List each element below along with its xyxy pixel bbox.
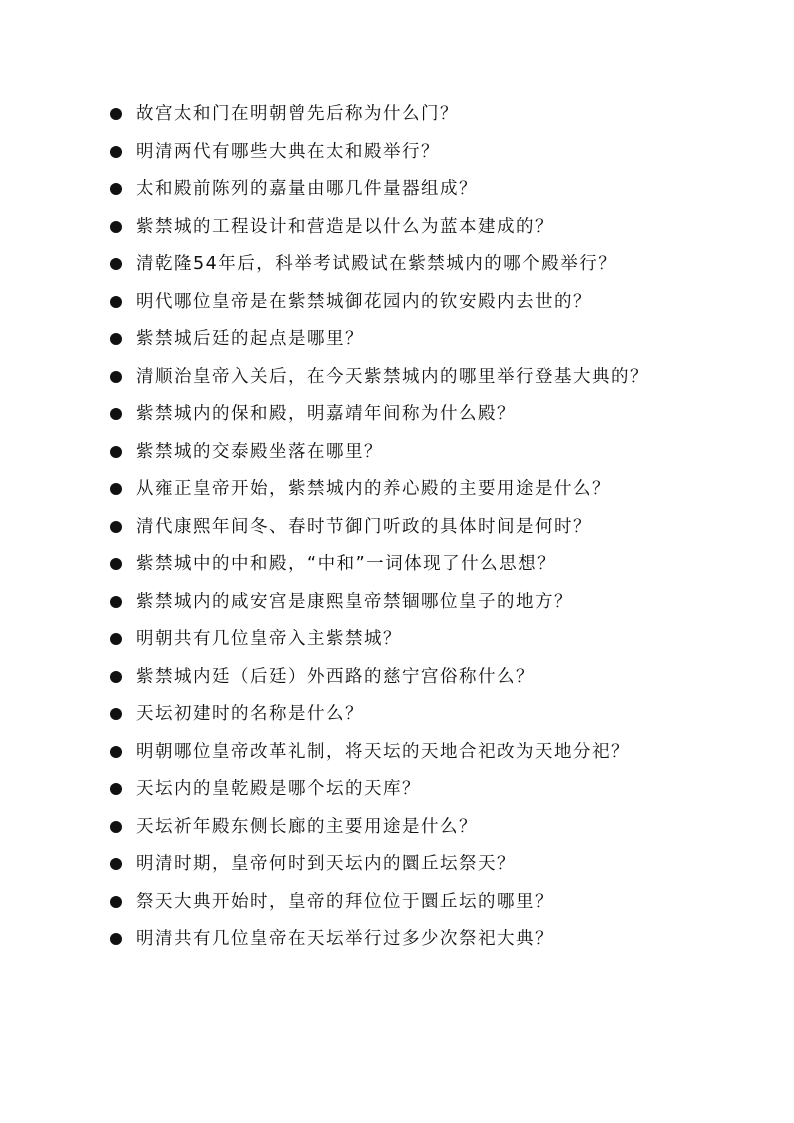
question-list <box>104 96 684 959</box>
bullet-icon <box>110 821 122 833</box>
question-text: 从雍正皇帝开始，紫禁城内的养心殿的主要用途是什么？ <box>136 479 611 499</box>
bullet-icon <box>110 933 122 945</box>
list-item <box>104 771 684 809</box>
list-item <box>104 809 684 847</box>
question-text: 紫禁城内的保和殿，明嘉靖年间称为什么殿？ <box>136 404 516 424</box>
bullet-icon <box>110 408 122 420</box>
list-item <box>104 134 684 172</box>
bullet-icon <box>110 708 122 720</box>
question-text: 明朝共有几位皇帝入主紫禁城？ <box>136 629 402 649</box>
list-item <box>104 171 684 209</box>
list-item <box>104 846 684 884</box>
question-text: 天坛内的皇乾殿是哪个坛的天库？ <box>136 779 421 799</box>
question-text: 清顺治皇帝入关后，在今天紫禁城内的哪里举行登基大典的？ <box>136 366 649 387</box>
question-text: 明代哪位皇帝是在紫禁城御花园内的钦安殿内去世的？ <box>136 291 592 312</box>
bullet-icon <box>110 671 122 683</box>
bullet-icon <box>110 371 122 383</box>
list-item <box>104 884 684 922</box>
question-text: 紫禁城的交泰殿坐落在哪里？ <box>136 441 383 462</box>
list-item <box>104 921 684 959</box>
list-item <box>104 246 684 284</box>
bullet-icon <box>110 333 122 345</box>
question-text: 祭天大典开始时，皇帝的拜位位于圜丘坛的哪里？ <box>136 891 554 912</box>
question-text: 天坛初建时的名称是什么？ <box>136 704 364 724</box>
list-item <box>104 621 684 659</box>
bullet-icon <box>110 183 122 195</box>
bullet-icon <box>110 896 122 908</box>
question-text: 故宫太和门在明朝曾先后称为什么门？ <box>136 104 459 124</box>
list-item <box>104 284 684 322</box>
question-text: 紫禁城的工程设计和营造是以什么为蓝本建成的？ <box>136 216 554 237</box>
bullet-icon <box>110 258 122 270</box>
list-item <box>104 584 684 622</box>
question-text: 明朝哪位皇帝改革礼制，将天坛的天地合祀改为天地分祀？ <box>136 741 630 762</box>
list-item <box>104 546 684 584</box>
bullet-icon <box>110 296 122 308</box>
list-item <box>104 659 684 697</box>
question-text: 紫禁城中的中和殿，“中和”一词体现了什么思想？ <box>136 554 557 574</box>
list-item <box>104 396 684 434</box>
question-text: 清代康熙年间冬、春时节御门听政的具体时间是何时？ <box>136 516 592 537</box>
question-text: 清乾隆54年后，科举考试殿试在紫禁城内的哪个殿举行？ <box>136 254 618 274</box>
bullet-icon <box>110 746 122 758</box>
bullet-icon <box>110 146 122 158</box>
question-text: 紫禁城内的咸安宫是康熙皇帝禁锢哪位皇子的地方？ <box>136 591 573 612</box>
bullet-icon <box>110 633 122 645</box>
bullet-icon <box>110 446 122 458</box>
list-item <box>104 509 684 547</box>
list-item <box>104 471 684 509</box>
bullet-icon <box>110 221 122 233</box>
list-item <box>104 734 684 772</box>
question-text: 明清两代有哪些大典在太和殿举行？ <box>136 141 440 162</box>
list-item <box>104 209 684 247</box>
bullet-icon <box>110 858 122 870</box>
bullet-icon <box>110 108 122 120</box>
question-text: 明清共有几位皇帝在天坛举行过多少次祭祀大典？ <box>136 929 554 949</box>
list-item <box>104 696 684 734</box>
bullet-icon <box>110 521 122 533</box>
question-text: 明清时期，皇帝何时到天坛内的圜丘坛祭天？ <box>136 854 516 874</box>
question-text: 天坛祈年殿东侧长廊的主要用途是什么？ <box>136 816 478 837</box>
question-text: 紫禁城内廷（后廷）外西路的慈宁宫俗称什么？ <box>136 666 535 687</box>
list-item <box>104 434 684 472</box>
bullet-icon <box>110 558 122 570</box>
list-item <box>104 96 684 134</box>
question-text: 紫禁城后廷的起点是哪里？ <box>136 329 364 349</box>
bullet-icon <box>110 783 122 795</box>
bullet-icon <box>110 596 122 608</box>
list-item <box>104 321 684 359</box>
question-text: 太和殿前陈列的嘉量由哪几件量器组成？ <box>136 179 478 199</box>
bullet-icon <box>110 483 122 495</box>
list-item <box>104 359 684 397</box>
